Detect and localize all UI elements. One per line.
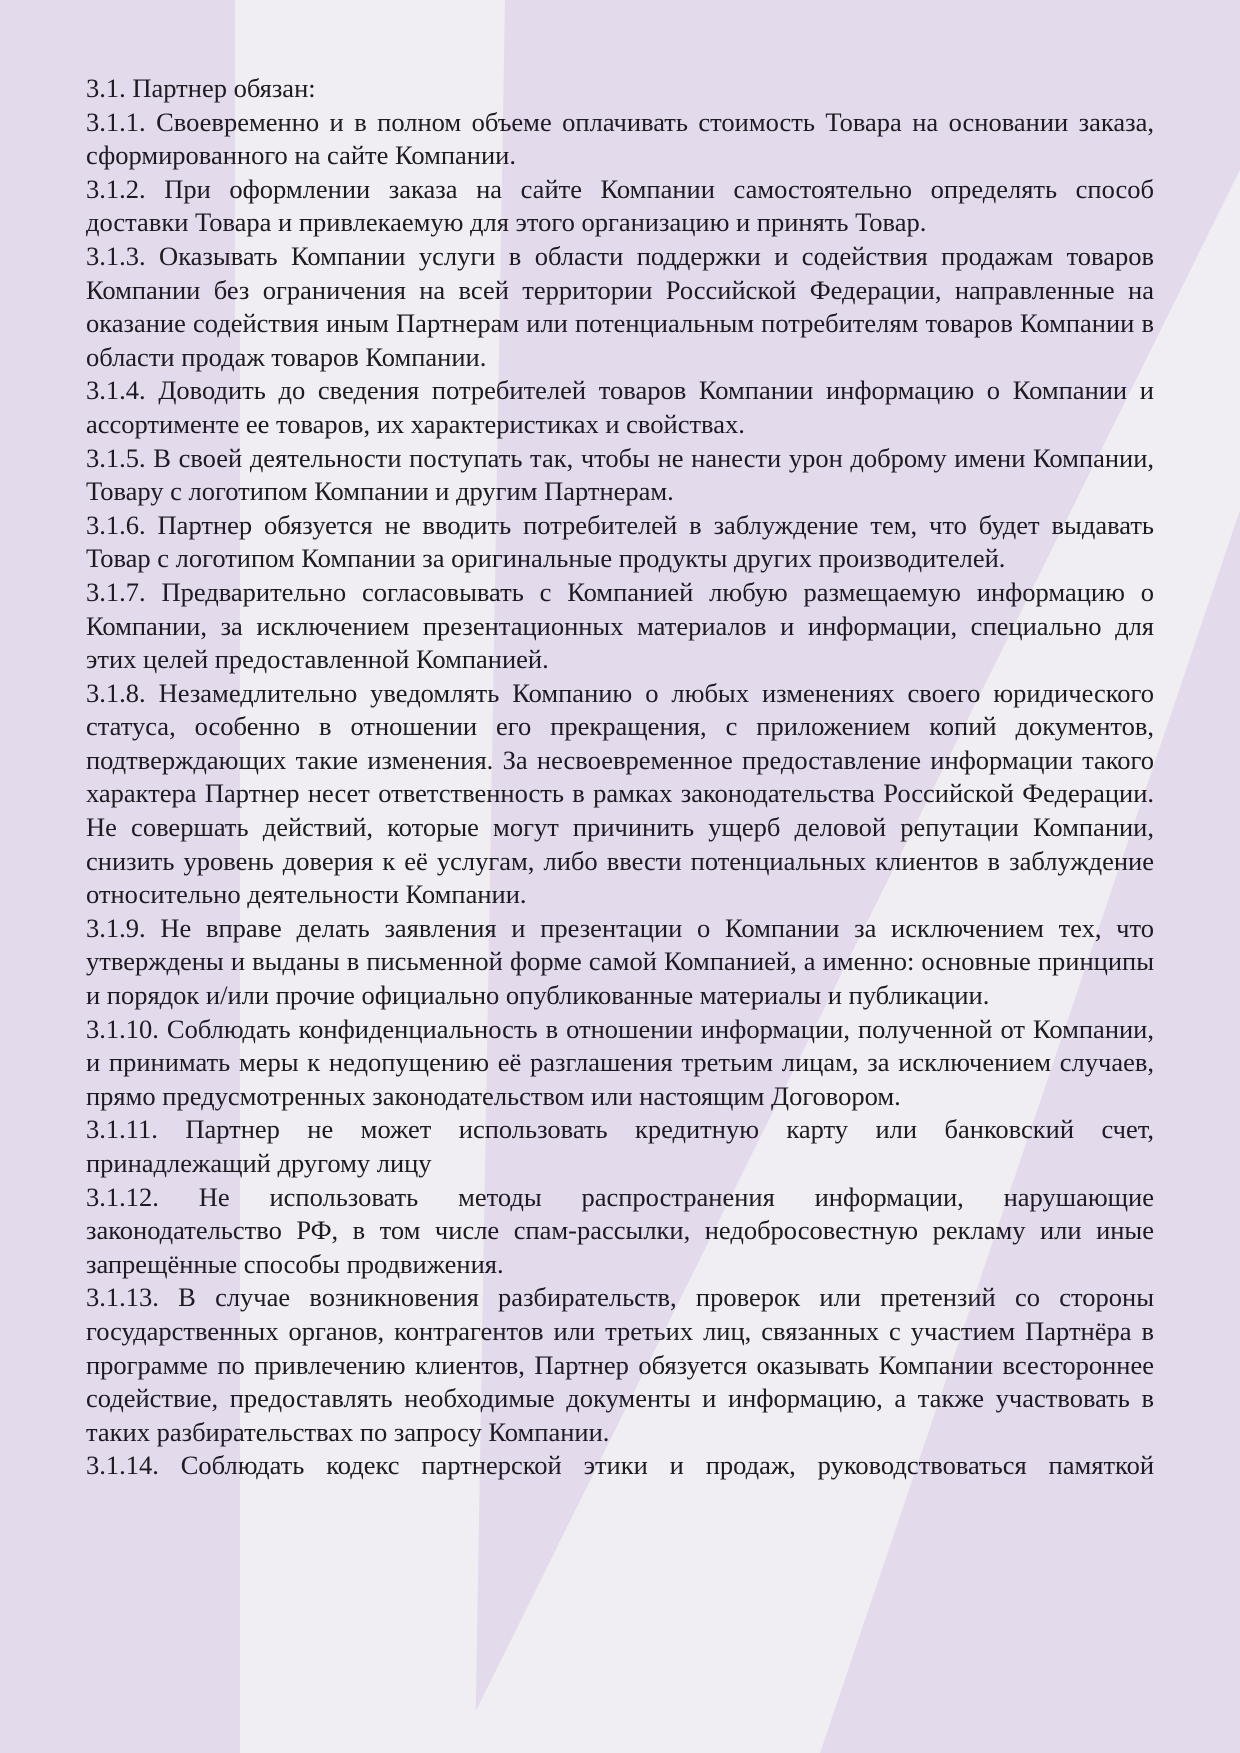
clause-3-1-11: 3.1.11. Партнер не может использовать кредитную карту или банковский счет, принадлежащий другому лицу (86, 1114, 1154, 1178)
clause-3-1-8: 3.1.8. Незамедлительно уведомлять Компанию о любых изменениях своего юридического статуса, особенно в отношении его прекращения, с приложением копий документов, подтверждающих такие изменения. За несвоевременное предоставление информации такого характера Партнер несет ответственность в рамках законодательства Российской Федерации. Не совершать действий, которые могут причинить ущерб деловой репутации Компании, снизить уровень доверия к её услугам, либо ввести потенциальных клиентов в заблуждение относительно деятельности Компании. (86, 677, 1154, 910)
clause-3-1-9: 3.1.9. Не вправе делать заявления и презентации о Компании за исключением тех, что утверждены и выданы в письменной форме самой Компанией, а именно: основные принципы и порядок и/или прочие официально опубликованные материалы и публикации. (86, 912, 1154, 1011)
clause-3-1-1: 3.1.1. Своевременно и в полном объеме оплачивать стоимость Товара на основании заказа, сформированного на сайте Компании. (86, 106, 1154, 171)
clause-3-1-14: 3.1.14. Соблюдать кодекс партнерской этики и продаж, руководствоваться памяткой (86, 1450, 1154, 1481)
clause-3-1-5: 3.1.5. В своей деятельности поступать так, чтобы не нанести урон доброму имени Компании, Товару с логотипом Компании и другим Партнерам. (86, 442, 1154, 507)
section-heading: 3.1. Партнер обязан: (86, 73, 316, 103)
clause-3-1-4: 3.1.4. Доводить до сведения потребителей товаров Компании информацию о Компании и ассортименте ее товаров, их характеристиках и свойствах. (86, 375, 1154, 439)
clause-3-1-10: 3.1.10. Соблюдать конфиденциальность в отношении информации, полученной от Компании, и принимать меры к недопущению её разглашения третьим лицам, за исключением случаев, прямо предусмотренных законодательством или настоящим Договором. (86, 1013, 1154, 1111)
clause-3-1-2: 3.1.2. При оформлении заказа на сайте Компании самостоятельно определять способ доставки Товара и привлекаемую для этого организацию и принять Товар. (86, 173, 1154, 238)
clause-3-1-7: 3.1.7. Предварительно согласовывать с Компанией любую размещаемую информацию о Компании, за исключением презентационных материалов и информации, специально для этих целей предоставленной Компанией. (86, 576, 1154, 675)
clause-3-1-13: 3.1.13. В случае возникновения разбирательств, проверок или претензий со стороны государственных органов, контрагентов или третьих лиц, связанных с участием Партнёра в программе по привлечению клиентов, Партнер обязуется оказывать Компании всестороннее содействие, предоставлять необходимые документы и информацию, а также участвовать в таких разбирательствах по запросу Компании. (86, 1282, 1154, 1447)
clause-3-1-3: 3.1.3. Оказывать Компании услуги в области поддержки и содействия продажам товаров Компании без ограничения на всей территории Российской Федерации, направленные на оказание содействия иным Партнерам или потенциальным потребителям товаров Компании в области продаж товаров Компании. (86, 240, 1154, 372)
clause-3-1-6: 3.1.6. Партнер обязуется не вводить потребителей в заблуждение тем, что будет выдавать Товар с логотипом Компании за оригинальные продукты других производителей. (86, 509, 1154, 574)
document-body (86, 72, 1154, 1483)
clause-3-1-12: 3.1.12. Не использовать методы распространения информации, нарушающие законодательство РФ, в том числе спам-рассылки, недобросовестную рекламу или иные запрещённые способы продвижения. (86, 1181, 1154, 1279)
